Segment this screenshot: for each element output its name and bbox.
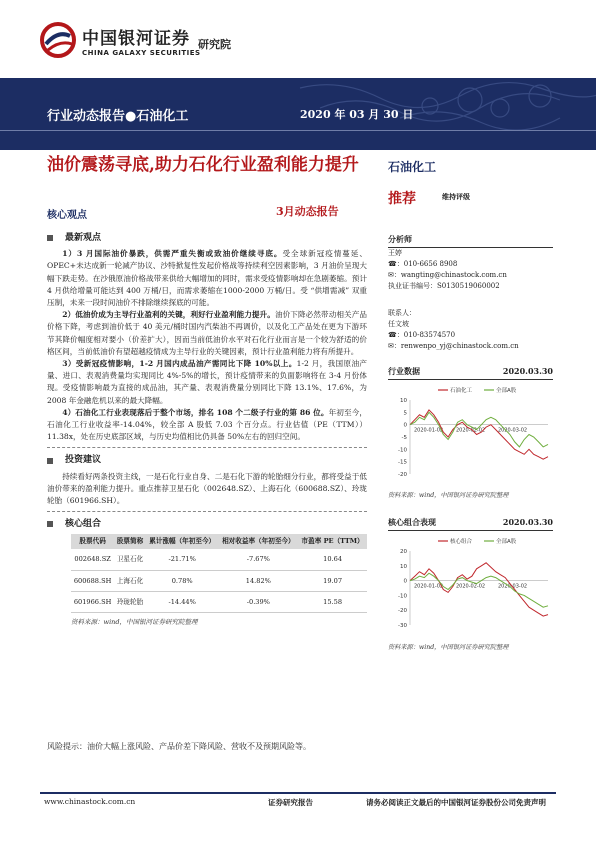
- chart-2-source: 资料来源：wind，中国银河证券研究院整理: [388, 644, 509, 651]
- contact-name: 任文坡: [388, 320, 409, 328]
- y-tick-label: -10: [398, 593, 407, 600]
- cell: 卫星石化: [114, 549, 146, 570]
- contact-info: [388, 308, 519, 352]
- col-header: 累计涨幅（年初至今）: [146, 534, 219, 549]
- section-latest: [47, 232, 367, 244]
- analyst-email[interactable]: ✉：wangting@chinastock.com.cn: [388, 271, 507, 279]
- contact-email[interactable]: ✉：renwenpo_yj@chinastock.com.cn: [388, 342, 519, 350]
- galaxy-logo-icon: [40, 22, 76, 58]
- y-tick-label: -30: [398, 623, 407, 629]
- email-icon: ✉：: [388, 342, 401, 350]
- sector-name: 石油化工: [388, 160, 437, 174]
- cell: -21.71%: [146, 549, 219, 570]
- y-tick-label: 10: [400, 563, 407, 570]
- chart-1-source: 资料来源：wind，中国银河证券研究院整理: [388, 492, 509, 499]
- x-tick-label: 2020-03-02: [498, 583, 528, 590]
- company-name-en: CHINA GALAXY SECURITIES: [82, 48, 201, 57]
- institute-label: 研究院: [198, 38, 231, 51]
- cell: 上海石化: [114, 570, 146, 591]
- section-divider: [47, 447, 367, 448]
- phone-icon: ☎：: [388, 260, 404, 268]
- col-header: 相对收益率（年初至今）: [219, 534, 299, 549]
- cell: 0.78%: [146, 570, 219, 591]
- phone-icon: ☎：: [388, 331, 404, 339]
- industry-chart: [388, 382, 553, 482]
- chart-1-date: 2020.03.30: [502, 366, 553, 376]
- cell: 玲珑轮胎: [114, 591, 146, 612]
- company-logo: [40, 22, 201, 58]
- analyst-phone: ☎：010-6656 8908: [388, 260, 458, 268]
- y-tick-label: 10: [400, 398, 407, 404]
- analyst-license: 执业证书编号：S0130519060002: [388, 282, 500, 290]
- cell: 601966.SH: [71, 591, 114, 612]
- cell: -0.39%: [219, 591, 299, 612]
- cell: -14.44%: [146, 591, 219, 612]
- section-invest-title: 投资建议: [65, 455, 102, 466]
- analyst-heading: 分析师: [388, 234, 553, 248]
- rating: 推荐: [388, 191, 416, 207]
- y-tick-label: -5: [401, 435, 407, 441]
- legend-label: 石油化工: [450, 388, 473, 394]
- y-tick-label: 0: [403, 422, 407, 429]
- table-header-row: [71, 534, 367, 549]
- legend-label: 全部A股: [496, 388, 517, 394]
- section-latest-title: 最新观点: [65, 233, 102, 243]
- banner-divider: [0, 130, 596, 131]
- chart-2-heading: [388, 517, 553, 531]
- paragraph-3: 3）受新冠疫情影响，1-2 月国内成品油产需同比下降 10%以上。1-2 月，我国原油产量、进口、表观消费量均实现同比 4%-5%的增长，预计疫情带来的负面影响将在 3-4 月份体现。受疫情影响最为直接的成品油，其产量、表观消费量分别同比下降 13.1%、17.6%，为 2008 年金融危机以来的最大降幅。: [47, 359, 367, 405]
- table-row: [71, 570, 367, 591]
- section-divider: [47, 511, 367, 512]
- cell: 10.64: [298, 549, 367, 570]
- analyst-info: [388, 248, 507, 292]
- cell: 14.82%: [219, 570, 299, 591]
- table-row: [71, 549, 367, 570]
- footer-url[interactable]: www.chinastock.com.cn: [44, 797, 136, 806]
- chart-1-container: [388, 382, 553, 486]
- cell: 002648.SZ: [71, 549, 114, 570]
- y-tick-label: -20: [398, 472, 407, 478]
- square-bullet-icon: [47, 521, 53, 527]
- section-invest: [47, 454, 367, 466]
- portfolio-chart: [388, 533, 553, 633]
- chart-2-title: 核心组合表现: [388, 517, 436, 527]
- chart-2-container: [388, 533, 553, 637]
- x-tick-label: 2020-01-02: [414, 427, 444, 434]
- rating-note: 维持评级: [442, 192, 470, 201]
- company-name-cn: 中国银河证券: [82, 28, 190, 49]
- risk-warning: 风险提示：油价大幅上涨风险、产品价差下降风险、营收不及预期风险等。: [47, 742, 311, 751]
- x-tick-label: 2020-02-02: [456, 583, 486, 590]
- table-row: [71, 591, 367, 612]
- y-tick-label: -10: [398, 447, 407, 454]
- y-tick-label: -15: [398, 459, 407, 466]
- y-tick-label: 0: [403, 578, 407, 585]
- portfolio-table: [71, 534, 367, 613]
- legend-label: 核心组合: [450, 539, 473, 545]
- square-bullet-icon: [47, 235, 53, 241]
- contact-label: 联系人：: [388, 309, 416, 317]
- email-icon: ✉：: [388, 271, 401, 279]
- chart-1-title: 行业数据: [388, 366, 420, 376]
- cell: 600688.SH: [71, 570, 114, 591]
- y-tick-label: 5: [403, 410, 407, 417]
- footer-center: 证券研究报告: [268, 798, 313, 807]
- footer-divider: [40, 792, 556, 794]
- col-header: 股票代码: [71, 534, 114, 549]
- table-source: 资料来源：wind，中国银河证券研究院整理: [71, 618, 198, 627]
- paragraph-2: 2）低油价成为主导行业盈利的关键，利好行业盈利能力提升。油价下降必然带动相关产品价格下降，考虑到油价低于 40 美元/桶时国内汽柴油不再调价，以及化工产品处在更为下游环节其降价幅度相对要小（价差扩大），因而当前低油价水平对石化行业而言是一个较为舒适的价格区间，当前低油价有望超越疫情成为主导行业的关键因素，预计行业盈利能力将有所提升。: [47, 310, 368, 356]
- x-tick-label: 2020-03-02: [498, 427, 528, 434]
- cell: 19.07: [298, 570, 367, 591]
- section-portfolio-title: 核心组合: [65, 519, 102, 530]
- analyst-name: 王婷: [388, 249, 402, 257]
- main-content: [47, 226, 367, 628]
- report-type: 行业动态报告●石油化工: [47, 109, 189, 124]
- square-bullet-icon: [47, 458, 53, 464]
- col-header: 市盈率 PE（TTM）: [298, 534, 367, 549]
- y-tick-label: -20: [398, 608, 407, 615]
- section-portfolio: [47, 518, 367, 530]
- paragraph-5: 持续看好两条投资主线，一是石化行业自身、二是石化下游的轮胎细分行业，都将受益于低油价带来的盈利能力提升。重点推荐卫星石化（002648.SZ）、上海石化（600688.SZ）、玲珑轮胎（601966.SH）。: [47, 471, 367, 506]
- y-tick-label: 20: [400, 549, 407, 555]
- report-date: 2020 年 03 月 30 日: [300, 108, 414, 121]
- x-tick-label: 2020-01-02: [414, 583, 444, 590]
- core-view-heading: 核心观点: [47, 210, 87, 221]
- series-line-2: [410, 573, 548, 607]
- chart-1-heading: [388, 366, 553, 380]
- paragraph-1: 1）3 月国际油价暴跌，供需严重失衡或致油价继续寻底。受全球新冠疫情蔓延、OPEC+未达成新一轮减产协议、沙特掀复性发起价格战等持续利空因素影响，3 月油价呈现大幅下跌走势。在沙俄原油价格战带来供给大幅增加的同时，需求受疫情影响却在急剧萎缩。预计 4 月供给增量可能达到 400 万桶/日，而需求萎缩在1000-2000 万桶/日。受 “供增需减” 双重压制，未来一段时间油价不排除继续探底的可能。: [47, 249, 367, 308]
- contact-phone: ☎：010-83574570: [388, 331, 456, 339]
- series-line-1: [410, 410, 548, 459]
- col-header: 股票简称: [114, 534, 146, 549]
- header-banner: [0, 78, 596, 150]
- cell: 15.58: [298, 591, 367, 612]
- paragraph-4: 4）石油化工行业表现落后于整个市场，排名 108 个二级子行业的第 86 位。年初至今，石油化工行业收益率-14.04%，较全部 A 股低 7.03 个百分点。行业估值（PE（TTM））11.38x，处在历史底部区域，与历史均值相比仍具备 50%左右的回归空间。: [47, 407, 368, 442]
- report-title: 油价震荡寻底,助力石化行业盈利能力提升: [47, 155, 359, 175]
- chart-2-date: 2020.03.30: [502, 517, 553, 527]
- legend-label: 全部A股: [496, 539, 517, 545]
- report-subtitle: 3月动态报告: [276, 205, 339, 218]
- footer-disclaimer: 请务必阅读正文最后的中国银河证券股份公司免责声明: [366, 798, 546, 807]
- cell: -7.67%: [219, 549, 299, 570]
- x-tick-label: 2020-02-02: [456, 427, 486, 434]
